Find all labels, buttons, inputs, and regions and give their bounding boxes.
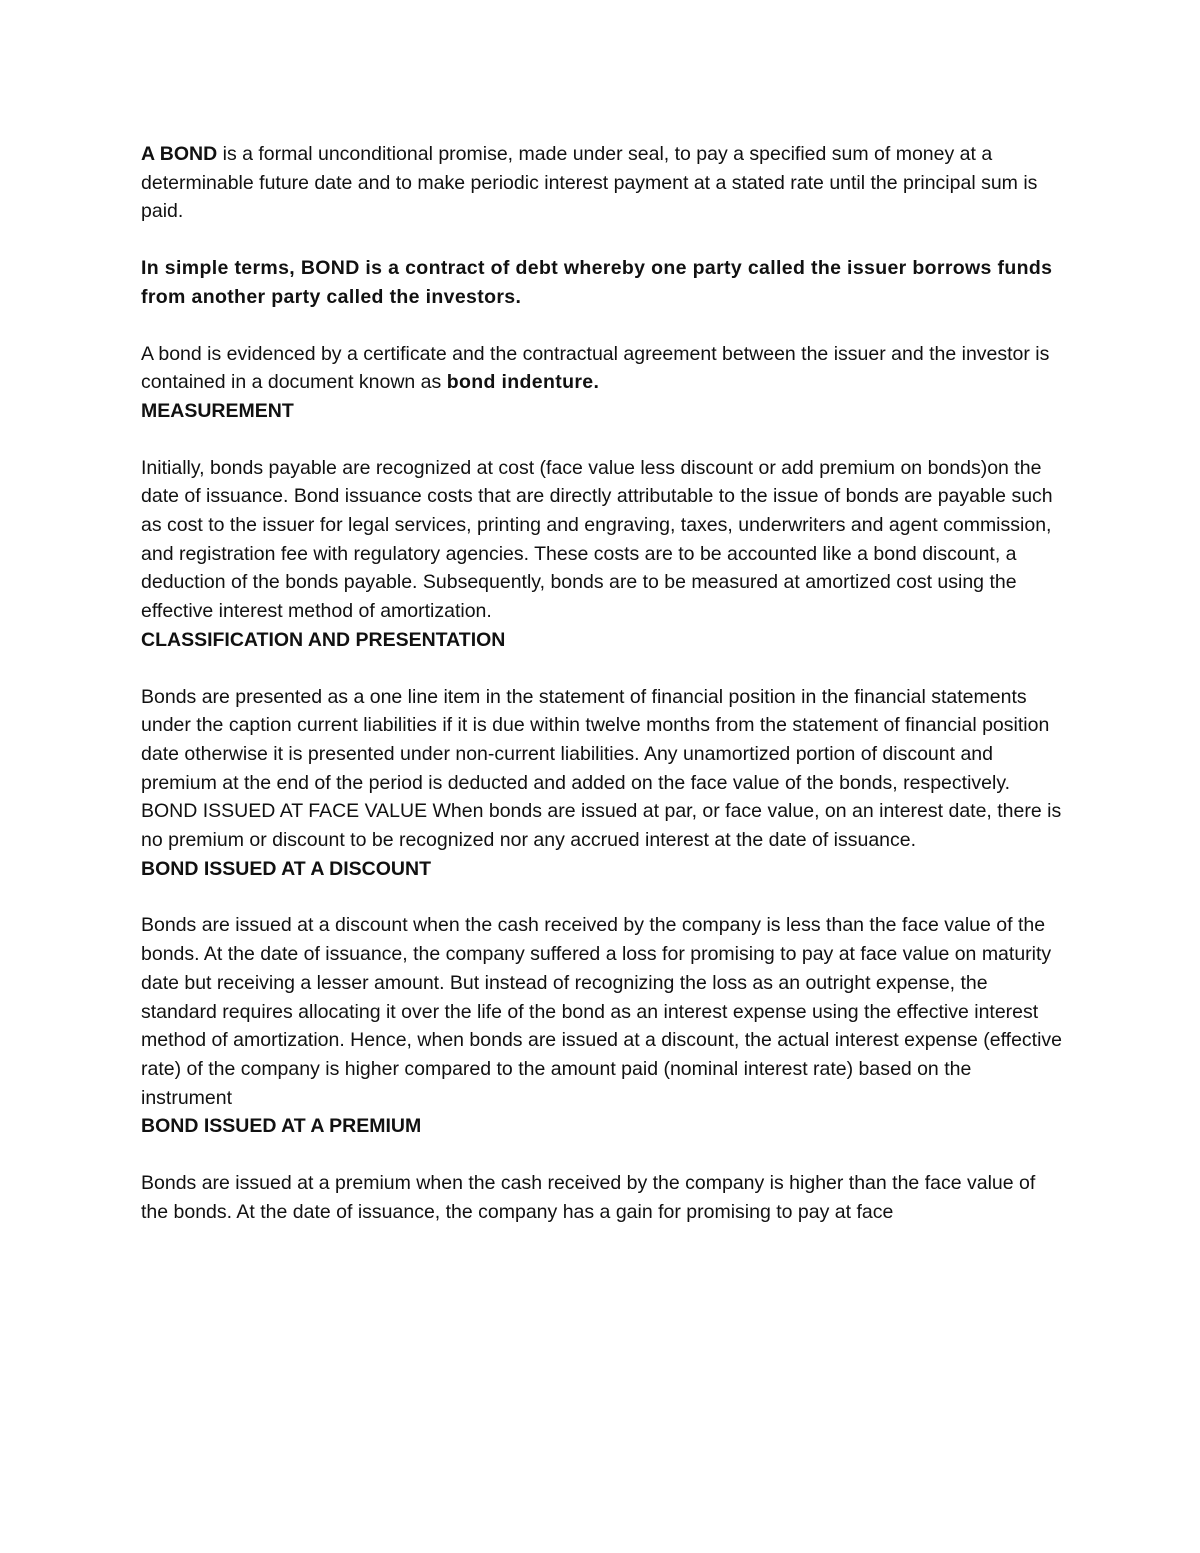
discount-heading: BOND ISSUED AT A DISCOUNT — [141, 857, 431, 880]
classification-heading: CLASSIFICATION AND PRESENTATION — [141, 628, 506, 651]
discount-body: Bonds are issued at a discount when the cash received by the company is less than the face value of the bonds. At the date of issuance, the company suffered a loss for promising to pay at face value on maturity date but receiving a lesser amount. But instead of recognizing the loss as an outright expense, the standard requires allocating it over the life of the bond as an interest expense using the effective interest method of amortization. Hence, when bonds are issued at a discount, the actual interest expense (effective rate) of the company is higher compared to the amount paid (nominal interest rate) based on the instrument — [141, 914, 1063, 1109]
premium-body: Bonds are issued at a premium when the cash received by the company is higher than the face value of the bonds. At the date of issuance, the company has a gain for promising to pay at face — [141, 1172, 1036, 1223]
evidence-term: bond indenture. — [446, 371, 600, 394]
simple-terms-paragraph: In simple terms, BOND is a contract of debt whereby one party called the issuer borrows funds from another party called the investors. — [141, 257, 1053, 308]
premium-heading: BOND ISSUED AT A PREMIUM — [141, 1115, 422, 1138]
classification-body: Bonds are presented as a one line item in the statement of financial position in the financial statements under the caption current liabilities if it is due within twelve months from the statement of financial position date otherwise it is presented under non-current liabilities. Any unamortized portion of discount and premium at the end of the period is deducted and added on the face value of the bonds, respectively. BOND ISSUED AT FACE VALUE When bonds are issued at par, or face value, on an interest date, there is no premium or discount to be recognized nor any accrued interest at the date of issuance. — [141, 685, 1062, 852]
intro-paragraph — [141, 140, 1066, 226]
document-content — [141, 140, 1066, 1227]
intro-definition: is a formal unconditional promise, made under seal, to pay a specified sum of money at a determinable future date and to make periodic interest payment at a stated rate until the principal sum is paid. — [141, 143, 1038, 223]
intro-term: A BOND — [141, 143, 218, 165]
measurement-heading: MEASUREMENT — [141, 399, 294, 422]
measurement-body: Initially, bonds payable are recognized at cost (face value less discount or add premium on bonds)on the date of issuance. Bond issuance costs that are directly attributable to the issue of bonds are payable such as cost to the issuer for legal services, printing and engraving, taxes, underwriters and agent commission, and registration fee with regulatory agencies. These costs are to be accounted like a bond discount, a deduction of the bonds payable. Subsequently, bonds are to be measured at amortized cost using the effective interest method of amortization. — [141, 456, 1053, 623]
evidence-text: A bond is evidenced by a certificate and the contractual agreement between the issuer and the investor is contained in a document known as — [141, 342, 1050, 394]
evidence-paragraph — [141, 340, 1066, 397]
